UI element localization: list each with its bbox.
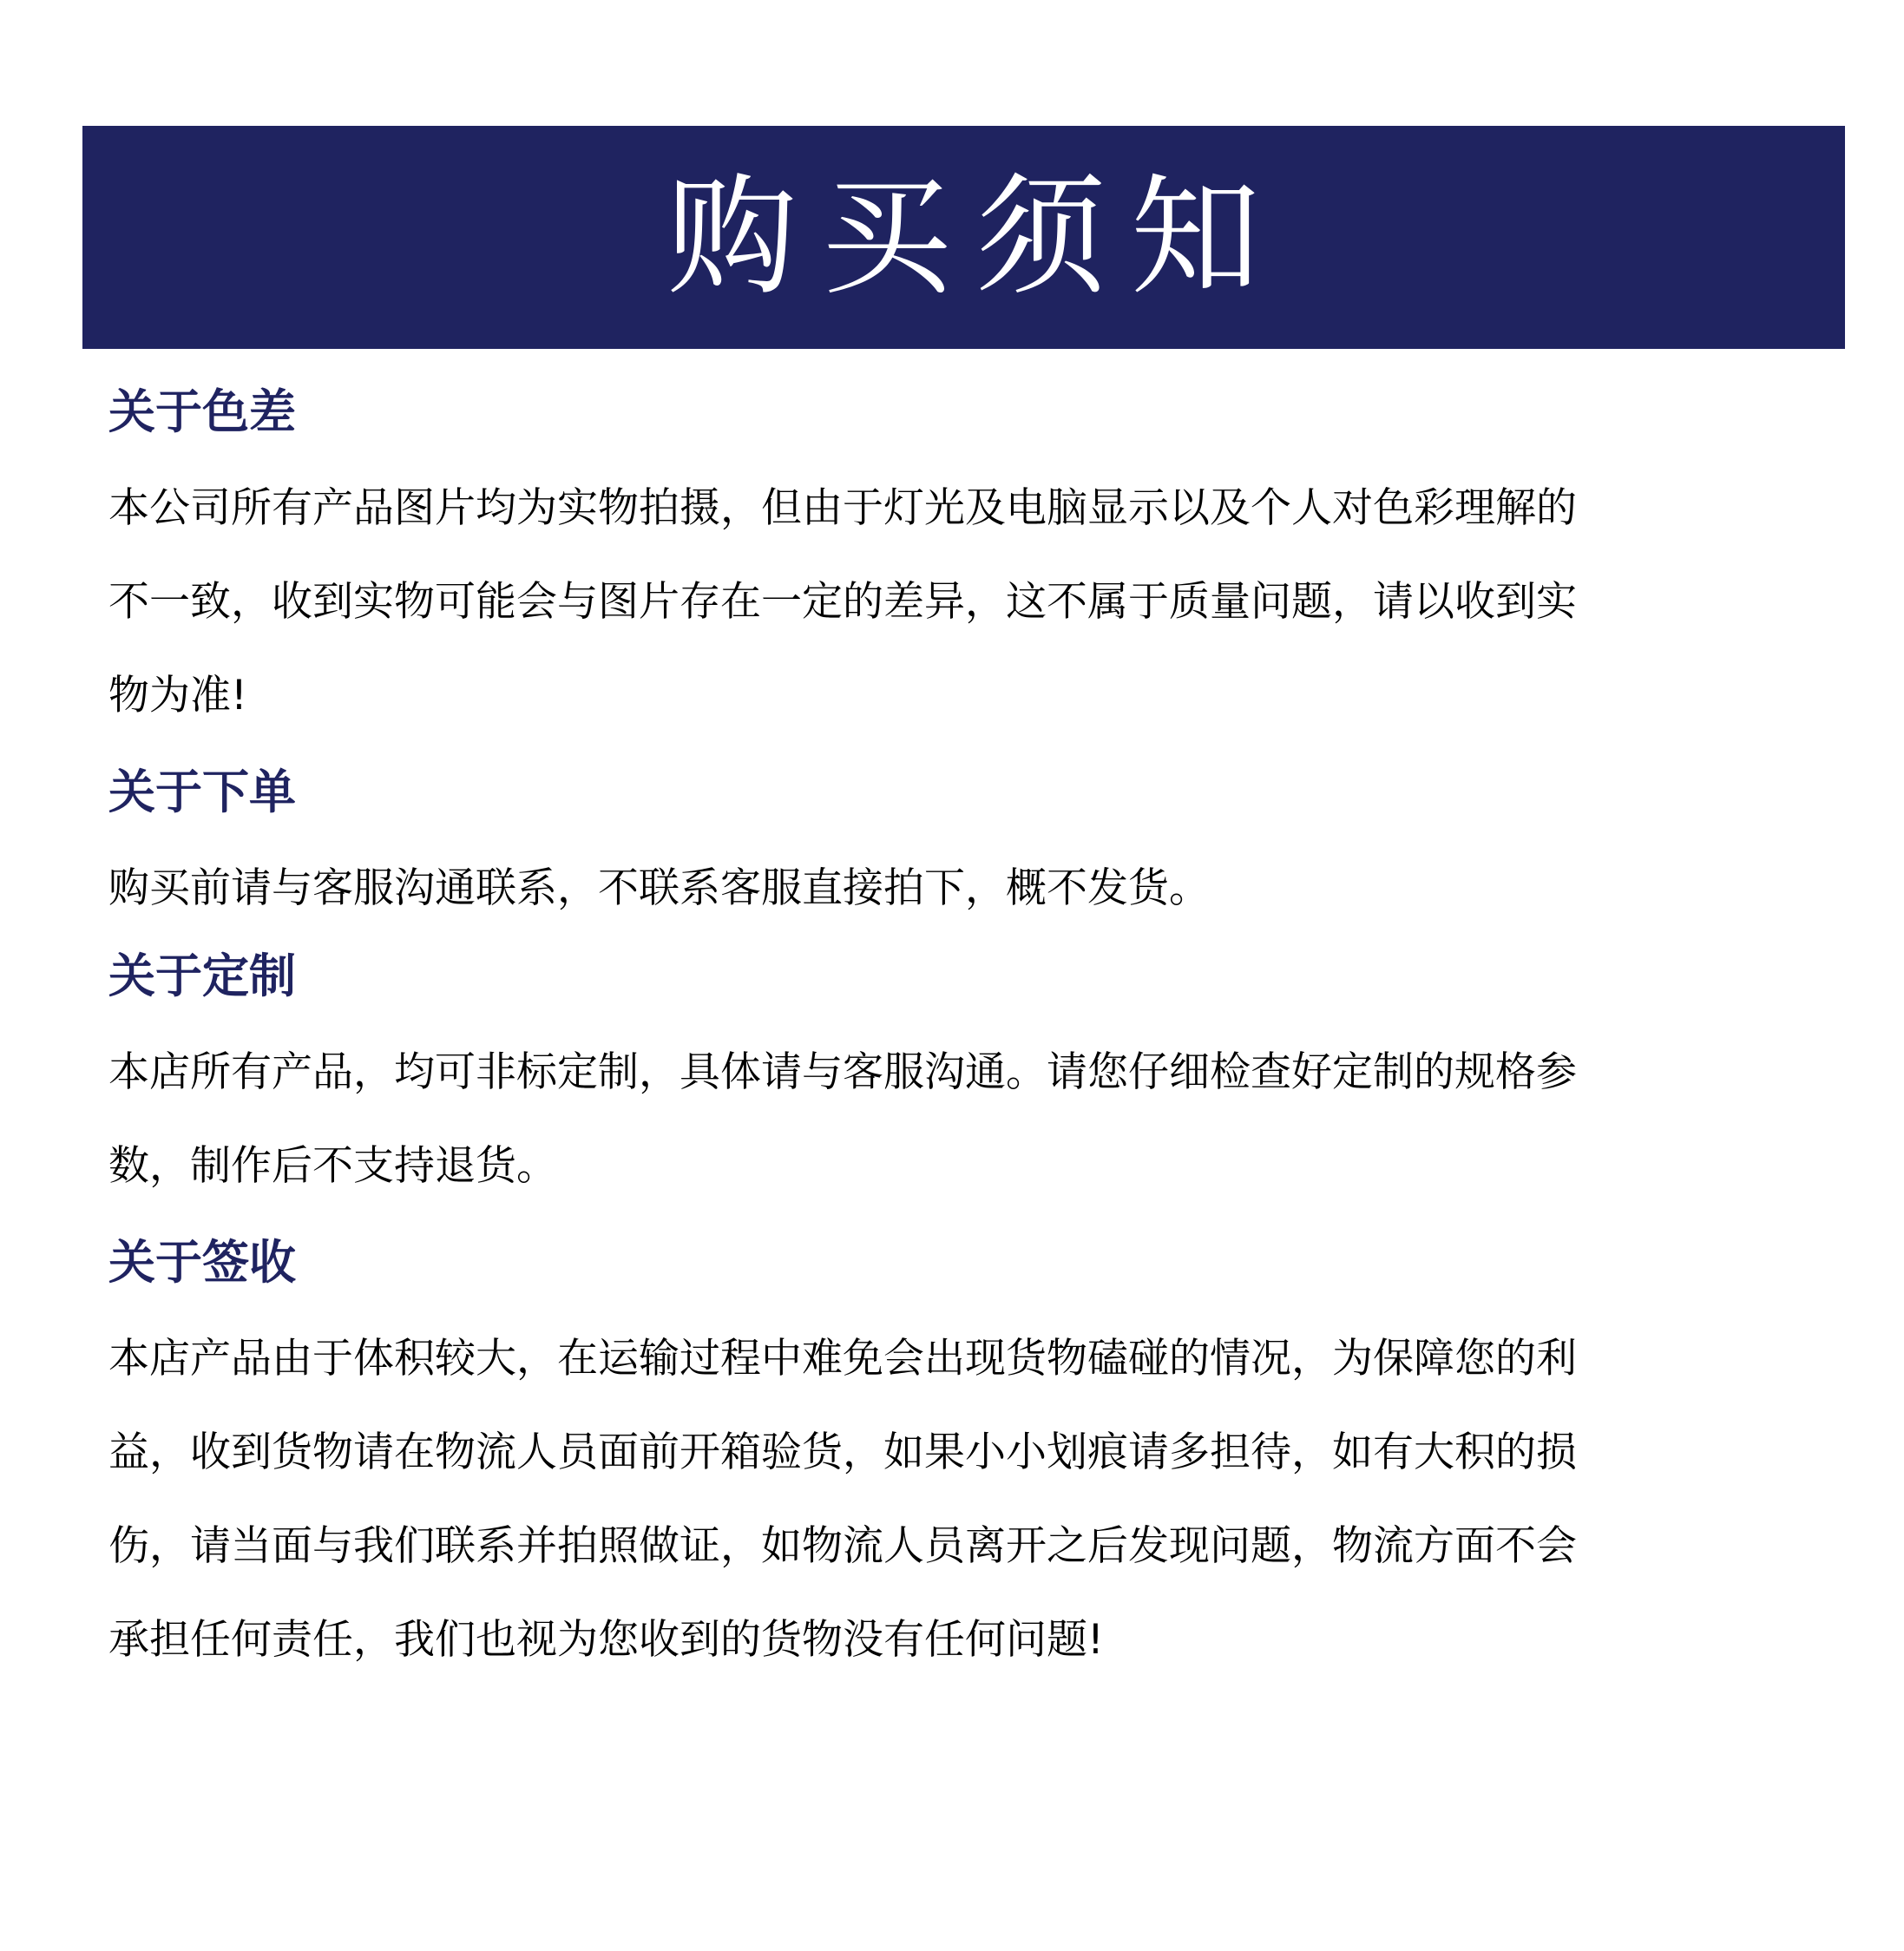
section-heading: 关于下单 — [108, 765, 296, 819]
section-body: 本店产品由于体积较大，在运输过程中难免会出现货物磕碰的情况，为保障您的利 益，收到货物请在物流人员面前开箱验货，如果小小划痕请多担待，如有大积的损 伤，请当面与我们联系并拍照做证，如物流人员离开之后发现问题，物流方面不会 承担任何责任，我们也视为您收到的货物没有任何问题! — [108, 1335, 1577, 1664]
section-heading: 关于色差 — [108, 384, 296, 439]
section-body: 本店所有产品，均可非标定制，具体请与客服沟通。请您仔细检查好定制的规格参 数，制作后不支持退货。 — [108, 1048, 1577, 1190]
section-receipt — [108, 1232, 1775, 1687]
notice-content — [108, 382, 1775, 1687]
section-body: 购买前请与客服沟通联系，不联系客服直接拍下，概不发货。 — [108, 864, 1210, 912]
section-body: 本公司所有产品图片均为实物拍摄，但由于灯光及电脑显示以及个人对色彩理解的 不一致，收到实物可能会与图片存在一定的差异，这不属于质量问题，请以收到实 物为准! — [108, 484, 1577, 719]
section-heading: 关于签收 — [108, 1235, 296, 1290]
page-title: 购买须知 — [666, 161, 1285, 313]
section-ordering — [108, 762, 1775, 936]
section-heading: 关于定制 — [108, 949, 296, 1003]
section-customization — [108, 946, 1775, 1213]
section-color-difference — [108, 382, 1775, 743]
header-banner — [82, 126, 1845, 349]
